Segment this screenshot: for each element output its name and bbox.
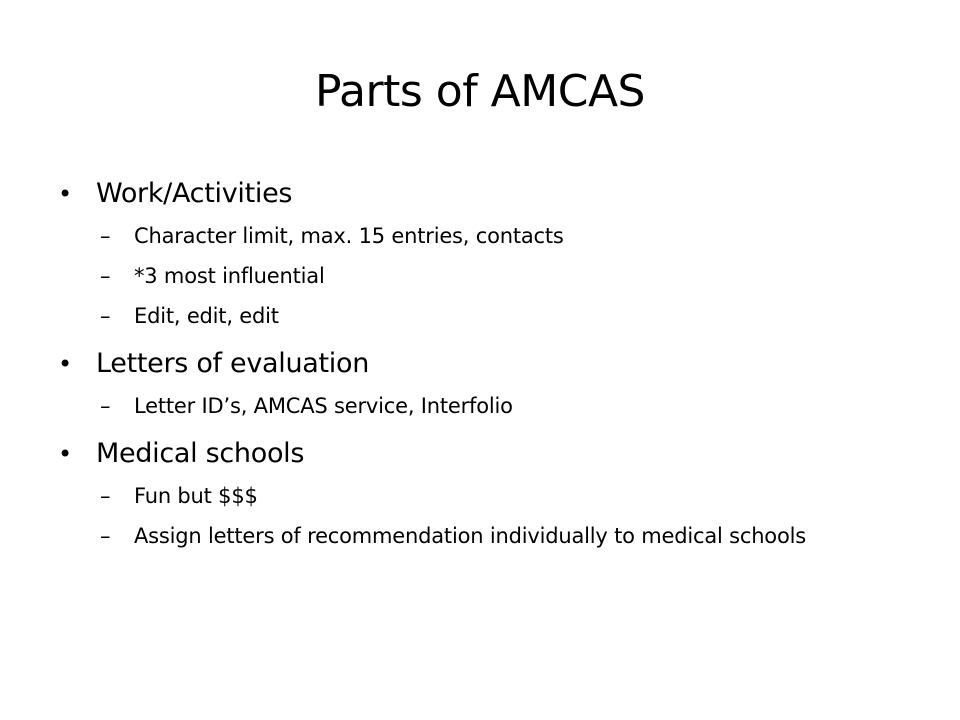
sub-item-text: Assign letters of recommendation individually to medical schools — [134, 524, 806, 548]
sub-item-text: Character limit, max. 15 entries, contacts — [134, 224, 564, 248]
bullet-icon: • — [58, 440, 73, 468]
sub-item — [72, 482, 912, 511]
sub-item — [72, 222, 912, 251]
sub-item — [72, 522, 912, 551]
sub-list — [72, 482, 912, 551]
sub-item — [72, 302, 912, 331]
dash-icon: – — [100, 484, 111, 508]
dash-icon: – — [100, 264, 111, 288]
sub-item-text: Fun but $$$ — [134, 484, 258, 508]
sub-list — [72, 222, 912, 331]
bullet-text: Letters of evaluation — [96, 348, 370, 379]
bullet-icon: • — [58, 350, 73, 378]
dash-icon: – — [100, 304, 111, 328]
bullet-list — [58, 172, 912, 562]
dash-icon: – — [100, 224, 111, 248]
sub-item-text: *3 most influential — [134, 264, 325, 288]
bullet-item — [58, 172, 912, 216]
sub-item-text: Letter ID’s, AMCAS service, Interfolio — [134, 394, 513, 418]
sub-item-text: Edit, edit, edit — [134, 304, 279, 328]
sub-list — [72, 392, 912, 421]
dash-icon: – — [100, 394, 111, 418]
slide-title: Parts of AMCAS — [315, 66, 645, 117]
bullet-item — [58, 342, 912, 386]
dash-icon: – — [100, 524, 111, 548]
bullet-item — [58, 432, 912, 476]
sub-item — [72, 392, 912, 421]
sub-item — [72, 262, 912, 291]
bullet-text: Work/Activities — [96, 178, 293, 209]
bullet-text: Medical schools — [96, 438, 305, 469]
bullet-icon: • — [58, 180, 73, 208]
